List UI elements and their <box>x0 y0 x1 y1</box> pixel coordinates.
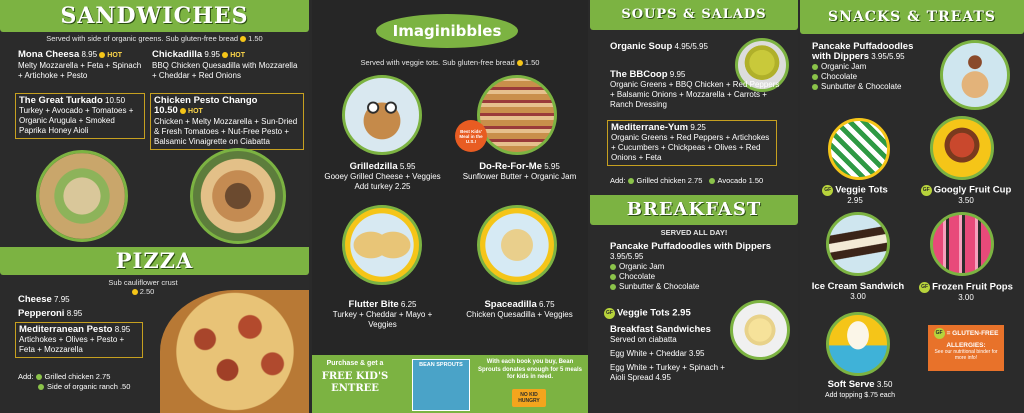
menu-item-ice-cream-sandwich: Ice Cream Sandwich 3.00 <box>811 281 905 301</box>
breakfast-sandwich-photo <box>730 300 790 360</box>
snacks-treats-column <box>800 0 1024 413</box>
ice-cream-sandwich-photo <box>826 212 890 276</box>
menu-item-snack-pancakes: Pancake Puffadoodles with Dippers 3.95/5.95 Organic Jam Chocolate Sunbutter & Chocolate <box>812 41 914 91</box>
menu-item-veggie-tots: GF Veggie Tots 2.95 <box>800 185 910 206</box>
menu-item-breakfast-pancakes: Pancake Puffadoodles with Dippers 3.95/5.95 Organic Jam Chocolate Sunbutter & Chocolate <box>610 241 772 291</box>
menu-item-organic-soup: Organic Soup 4.95/5.95 <box>610 41 708 52</box>
gluten-free-icon: GF <box>822 185 833 196</box>
menu-item-chicken-pesto-chango: Chicken Pesto Chango 10.50 HOT Chicken + Melty Mozzarella + Sun-Dried & Fresh Tomatoes + Nut-Free Pesto + Balsamic Vinaigrette on Ciabatta <box>150 93 304 150</box>
frozen-fruit-pops-photo <box>930 212 994 276</box>
breakfast-header: BREAKFAST <box>590 195 798 225</box>
sandwiches-note: Served with side of organic greens. Sub gluten-free bread 1.50 <box>46 34 263 43</box>
menu-item-frozen-fruit-pops: GF Frozen Fruit Pops 3.00 <box>908 282 1024 303</box>
menu-item-breakfast-veggie-tots: GF Veggie Tots 2.95 <box>604 308 691 319</box>
spaceadilla-photo <box>477 205 557 285</box>
gluten-free-icon: GF <box>921 185 932 196</box>
menu-item-cheese-pizza: Cheese 7.95 <box>18 294 70 305</box>
gluten-free-icon: GF <box>919 282 930 293</box>
bean-sprouts-book: BEAN SPROUTS <box>412 359 470 411</box>
menu-item-pepperoni-pizza: Pepperoni 8.95 <box>18 308 83 319</box>
no-kid-hungry-logo: NO KID HUNGRY <box>512 389 546 407</box>
bean-sprouts-promo <box>312 355 588 413</box>
imaginibbles-column <box>312 0 588 413</box>
menu-item-grilledzilla: Grilledzilla 5.95 Gooey Grilled Cheese + Veggies Add turkey 2.25 <box>324 161 441 191</box>
promo-free-kids-entree: FREE KID'S ENTREE <box>321 371 389 394</box>
menu-item-breakfast-sandwiches: Breakfast Sandwiches Served on ciabatta Egg White + Cheddar 3.95 Egg White + Turkey + Spinach + Aioli Spread 4.95 <box>610 324 725 382</box>
snacks-treats-header: SNACKS & TREATS <box>800 0 1024 34</box>
veggie-tots-photo <box>828 118 890 180</box>
best-kids-meal-badge: Best Kids' Meal in the U.S.! <box>455 120 487 152</box>
imaginibbles-logo: Imaginibbles <box>376 14 518 48</box>
menu-item-googly-fruit-cup: GF Googly Fruit Cup 3.50 <box>908 185 1024 206</box>
promo-donation-text: With each book you buy, Bean Sprouts donates enough for 5 meals for kids in need. <box>477 359 582 380</box>
menu-item-mediterranean-pesto: Mediterranean Pesto 8.95 Artichokes + Olives + Pesto + Feta + Mozzarella <box>15 322 143 358</box>
pesto-chango-photo <box>190 148 286 244</box>
menu-item-bbcoop: The BBCoop 9.95 Organic Greens + BBQ Chicken + Red Peppers + Balsamic Onions + Mozzarella + Carrots + Ranch Dressing <box>610 69 780 109</box>
imaginibbles-note: Served with veggie tots. Sub gluten-free bread 1.50 <box>360 58 540 67</box>
gluten-free-allergies-legend: GF = GLUTEN-FREE ALLERGIES: See our nutritional binder for more info! <box>928 325 1004 371</box>
breakfast-note: SERVED ALL DAY! <box>660 228 728 237</box>
menu-item-mona-cheesa: Mona Cheesa 8.95 HOT Melty Mozzarella + Feta + Spinach + Artichoke + Pesto <box>18 49 142 80</box>
salad-add-ons: Add: Grilled chicken 2.75 Avocado 1.50 <box>610 176 764 185</box>
menu-item-soft-serve: Soft Serve 3.50 Add topping $.75 each <box>824 379 896 399</box>
grilledzilla-photo <box>342 75 422 155</box>
allergies-text: See our nutritional binder for more info! <box>934 349 998 361</box>
allergies-label: ALLERGIES: <box>946 342 986 349</box>
sandwiches-pizza-column <box>0 0 309 413</box>
gluten-free-icon: GF <box>604 308 615 319</box>
pancake-puffadoodles-photo <box>940 40 1010 110</box>
menu-item-great-turkado: The Great Turkado 10.50 Turkey + Avocado + Tomatoes + Organic Arugula + Smoked Paprika Honey Aioli <box>15 93 145 139</box>
menu-item-chickadilla: Chickadilla 9.95 HOT BBQ Chicken Quesadilla with Mozzarella + Cheddar + Red Onions <box>152 49 298 80</box>
pizza-header: PIZZA <box>0 247 309 275</box>
pizza-add-ons: Add: Grilled chicken 2.75 Side of organic ranch .50 <box>18 372 131 391</box>
menu-item-spaceadilla: Spaceadilla 6.75 Chicken Quesadilla + Veggies <box>466 299 573 319</box>
pizza-photo <box>160 290 309 413</box>
pizza-note: Sub cauliflower crust 2.50 <box>108 278 178 296</box>
do-re-for-me-photo <box>477 75 557 155</box>
menu-item-do-re-for-me: Do-Re-For-Me 5.95 Sunflower Butter + Organic Jam <box>462 161 577 181</box>
gluten-free-icon: GF <box>934 328 945 339</box>
menu-item-flutter-bite: Flutter Bite 6.25 Turkey + Cheddar + Mayo + Veggies <box>332 299 433 329</box>
sandwiches-header: SANDWICHES <box>0 0 309 32</box>
flutter-bite-photo <box>342 205 422 285</box>
googly-fruit-cup-photo <box>930 116 994 180</box>
soups-breakfast-column <box>590 0 798 413</box>
promo-purchase-text: Purchase & get a <box>326 360 384 367</box>
turkado-photo <box>36 150 128 242</box>
soft-serve-photo <box>826 312 890 376</box>
soups-salads-header: SOUPS & SALADS <box>590 0 798 30</box>
menu-item-mediterrane-yum: Mediterrane-Yum 9.25 Organic Greens + Red Peppers + Artichokes + Cucumbers + Chickpeas + Olives + Red Onions + Feta <box>607 120 777 166</box>
